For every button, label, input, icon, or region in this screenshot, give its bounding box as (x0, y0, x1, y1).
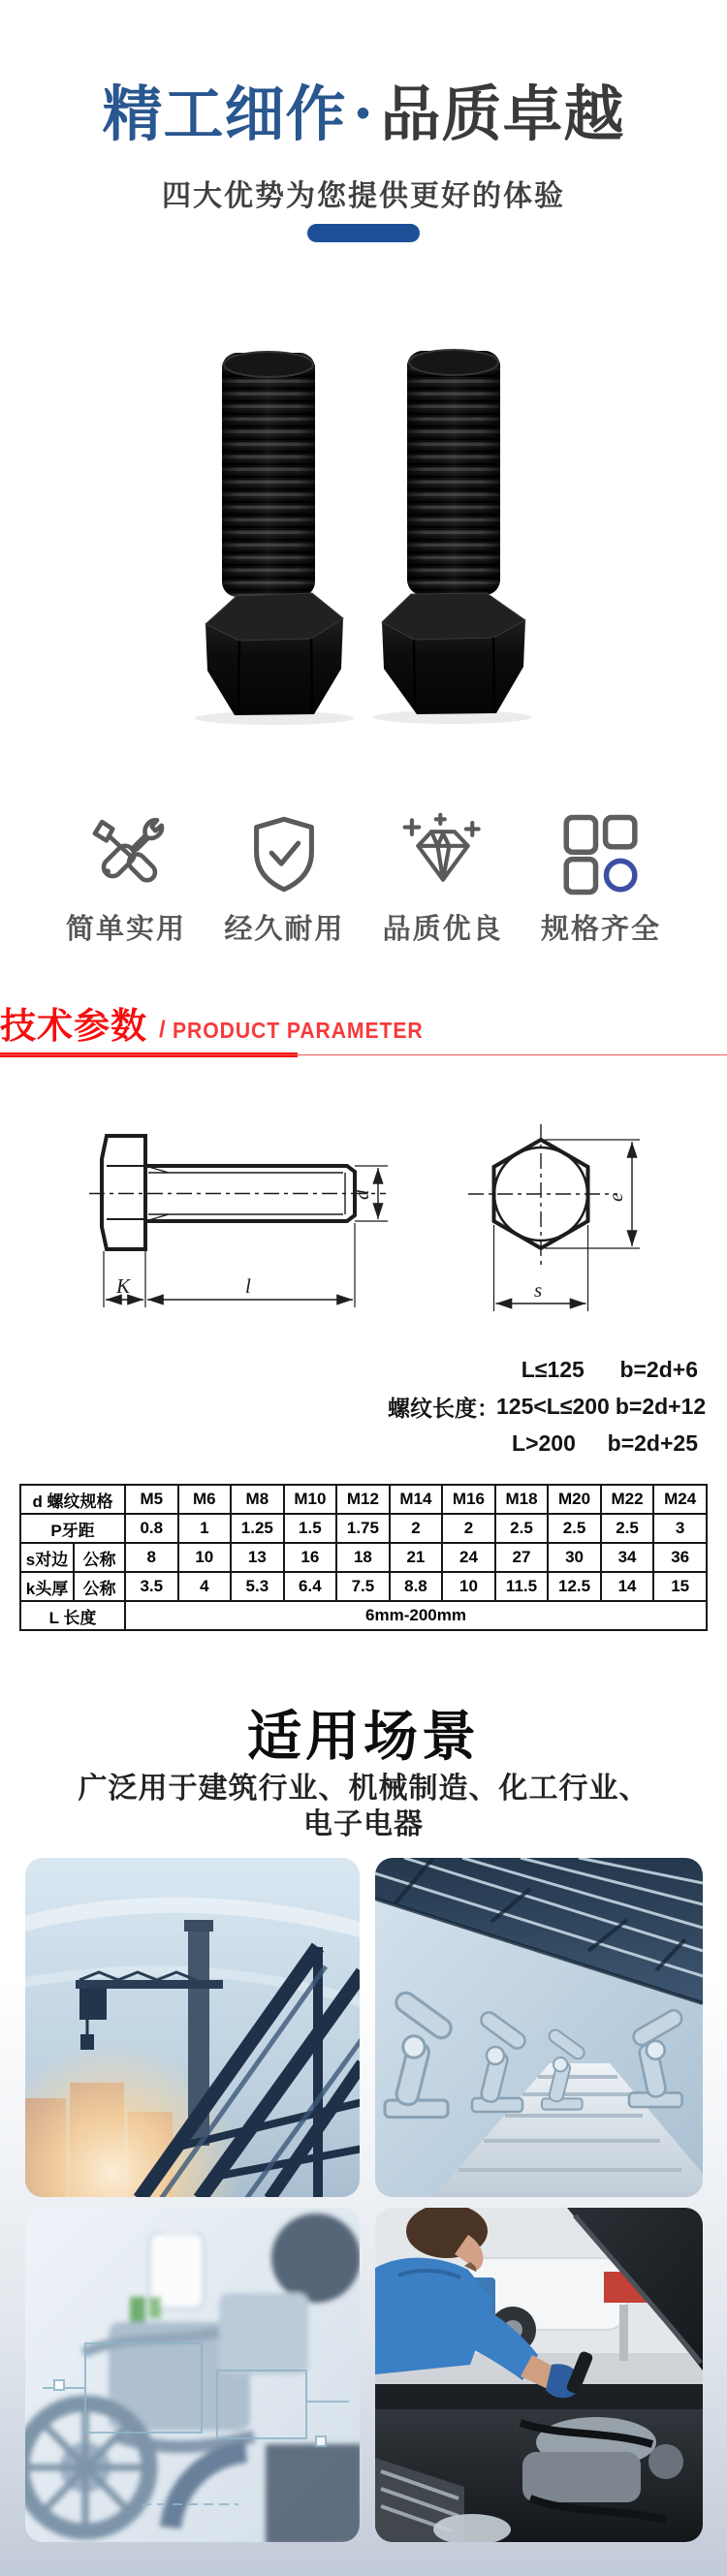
section-title-separator: / (159, 1017, 166, 1043)
rule-formula: b=2d+25 (607, 1429, 698, 1456)
technical-drawing (0, 1113, 727, 1362)
table-cell: M18 (495, 1485, 549, 1514)
table-row (20, 1543, 707, 1572)
page-title (0, 66, 727, 152)
table-cell: 16 (284, 1543, 337, 1572)
spec-table-body (20, 1485, 707, 1630)
section-title-en: PRODUCT PARAMETER (172, 1018, 424, 1043)
diamond-icon (400, 812, 486, 897)
tools-icon (83, 812, 169, 897)
table-row (20, 1572, 707, 1601)
table-cell: 1.75 (336, 1514, 390, 1543)
bolt-right (382, 350, 525, 714)
dim-label-d: d (350, 1189, 373, 1200)
table-cell: 34 (601, 1543, 654, 1572)
table-cell: 18 (336, 1543, 390, 1572)
section-underline-thin (0, 1054, 727, 1055)
table-row (20, 1601, 707, 1630)
photo-engine-machinery (25, 2208, 360, 2542)
table-cell: 6.4 (284, 1572, 337, 1601)
table-cell: P牙距 (20, 1514, 125, 1543)
table-cell: 36 (653, 1543, 707, 1572)
feature-label: 规格齐全 (540, 914, 661, 945)
shield-check-icon (241, 812, 327, 897)
table-cell: 7.5 (336, 1572, 390, 1601)
scenes-section (0, 1648, 727, 2576)
table-cell: 2.5 (495, 1514, 549, 1543)
table-cell: k头厚 (20, 1572, 74, 1601)
table-cell: 2 (442, 1514, 495, 1543)
table-cell: 27 (495, 1543, 549, 1572)
table-cell: 15 (653, 1572, 707, 1601)
page-title-main: 品质卓越 (380, 81, 625, 148)
table-cell: 公称 (74, 1572, 125, 1601)
feature-simple (53, 812, 199, 947)
table-cell: L 长度 (20, 1601, 125, 1630)
table-cell: 2.5 (548, 1514, 601, 1543)
table-cell: M5 (125, 1485, 178, 1514)
spec-table (19, 1484, 708, 1631)
table-cell: 2 (390, 1514, 443, 1543)
table-cell: 10 (442, 1572, 495, 1601)
table-cell: M24 (653, 1485, 707, 1514)
table-cell: 2.5 (601, 1514, 654, 1543)
table-cell: 30 (548, 1543, 601, 1572)
table-cell: M14 (390, 1485, 443, 1514)
scenes-subtitle-line1: 广泛用于建筑行业、机械制造、化工行业、 (78, 1773, 649, 1805)
table-cell: 公称 (74, 1543, 125, 1572)
table-cell: 8.8 (390, 1572, 443, 1601)
table-cell: M16 (442, 1485, 495, 1514)
table-cell: 21 (390, 1543, 443, 1572)
rule-row (388, 1425, 698, 1461)
scenes-subtitle-line2: 电子电器 (303, 1808, 424, 1840)
feature-label: 经久耐用 (224, 914, 345, 945)
table-cell: M12 (336, 1485, 390, 1514)
page-subtitle: 四大优势为您提供更好的体验 (162, 180, 565, 212)
table-cell: M20 (548, 1485, 601, 1514)
bolt-left (205, 352, 343, 715)
feature-quality (370, 812, 516, 947)
dim-label-s: s (534, 1278, 543, 1302)
table-row (20, 1514, 707, 1543)
photo-car-repair (375, 2208, 703, 2542)
table-row (20, 1485, 707, 1514)
table-cell: 14 (601, 1572, 654, 1601)
table-cell: 5.3 (231, 1572, 284, 1601)
product-photo-hex-bolts (0, 339, 727, 732)
table-cell: 13 (231, 1543, 284, 1572)
table-cell: 10 (178, 1543, 232, 1572)
title-accent-bar (307, 224, 420, 242)
table-cell: 6mm-200mm (125, 1601, 707, 1630)
table-cell: 12.5 (548, 1572, 601, 1601)
scenes-title: 适用场景 (247, 1706, 480, 1767)
rule-row (388, 1351, 698, 1388)
rule-condition: L>200 (512, 1429, 576, 1456)
rule-formula: b=2d+12 (615, 1393, 707, 1419)
table-cell: 4 (178, 1572, 232, 1601)
thread-length-label: 螺纹长度： (388, 1395, 499, 1421)
table-cell: 8 (125, 1543, 178, 1572)
photo-construction-site (25, 1858, 360, 2197)
table-cell: 1.25 (231, 1514, 284, 1543)
table-cell: 1.5 (284, 1514, 337, 1543)
table-cell: 3 (653, 1514, 707, 1543)
photo-factory-automation (375, 1858, 703, 2197)
table-cell: 24 (442, 1543, 495, 1572)
table-cell: M6 (178, 1485, 232, 1514)
section-title-cn: 技术参数 (0, 1006, 147, 1046)
table-cell: M22 (601, 1485, 654, 1514)
section-header-parameters (0, 1008, 727, 1044)
feature-label: 简单实用 (65, 914, 186, 945)
page-title-accent: 精工细作 (102, 81, 347, 148)
rule-row (388, 1388, 707, 1425)
table-cell: 0.8 (125, 1514, 178, 1543)
table-cell: M10 (284, 1485, 337, 1514)
table-cell: 3.5 (125, 1572, 178, 1601)
dim-label-k: K (116, 1274, 131, 1298)
table-cell: d 螺纹规格 (20, 1485, 125, 1514)
thread-length-rules (388, 1351, 707, 1461)
table-cell: s对边 (20, 1543, 74, 1572)
features-row (53, 812, 674, 947)
feature-label: 品质优良 (382, 914, 503, 945)
rule-condition: 125<L≤200 (496, 1393, 610, 1419)
rule-formula: b=2d+6 (619, 1356, 698, 1382)
specs-grid-icon (558, 812, 644, 897)
dim-label-e: e (604, 1192, 627, 1202)
table-cell: 11.5 (495, 1572, 549, 1601)
table-cell: 1 (178, 1514, 232, 1543)
feature-specs (528, 812, 674, 947)
title-dot: • (356, 92, 371, 135)
rule-condition: L≤125 (521, 1356, 585, 1382)
feature-durable (211, 812, 357, 947)
dim-label-l: l (245, 1274, 251, 1298)
table-cell: M8 (231, 1485, 284, 1514)
